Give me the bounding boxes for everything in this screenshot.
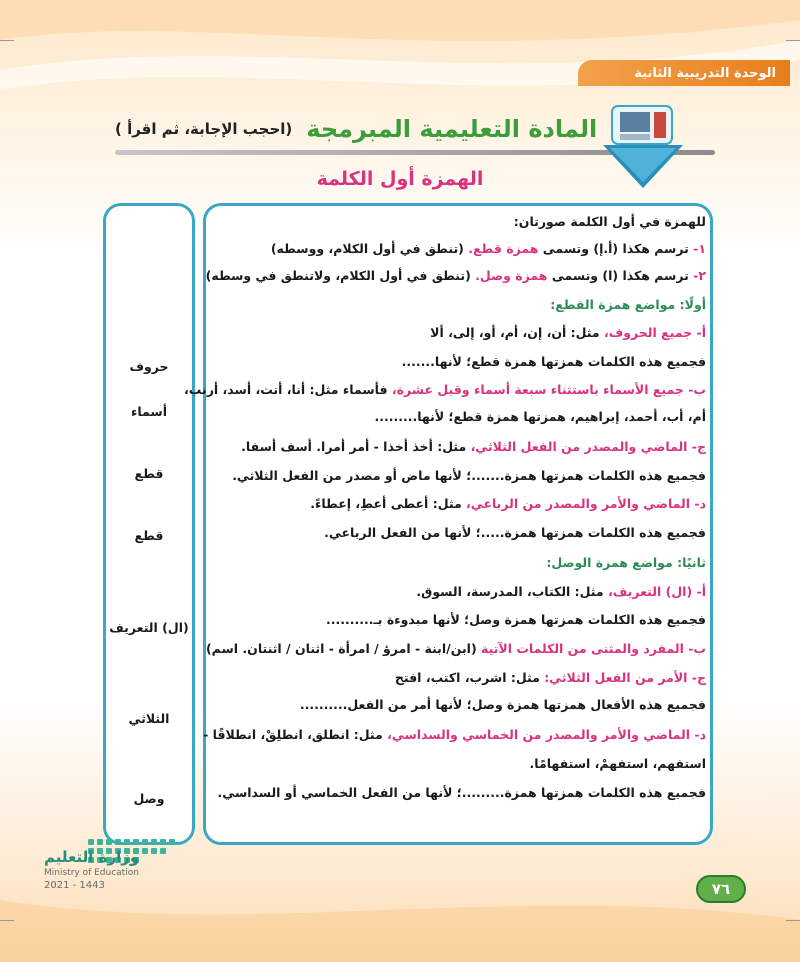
lesson-line-segment: ترسم هكذا (أ.إ) وتسمى <box>538 241 689 256</box>
answer-item: وصل <box>133 791 165 806</box>
lesson-line <box>116 612 706 627</box>
unit-banner: الوحدة التدريبية الثانية <box>578 60 790 86</box>
lesson-line-segment: ثانيًا: <box>672 555 706 570</box>
lesson-line-segment: د- الماضي والأمر والمصدر من الرباعي، <box>466 496 706 511</box>
lesson-line-segment: فجميع هذه الكلمات همزتها همزة.........؛ لأنها من الفعل الخماسي أو السداسي. <box>217 785 706 800</box>
crop-mark <box>0 920 14 921</box>
lesson-line <box>116 409 706 424</box>
lesson-line-segment: استفهم، استفهمْ، استفهامًا. <box>529 756 706 771</box>
lesson-line <box>116 241 706 256</box>
lesson-line-segment: (تنطق في أول الكلام، ولاتنطق في وسطه) <box>205 268 476 283</box>
crop-mark <box>0 40 14 41</box>
lesson-line-segment: ترسم هكذا (ا) وتسمى <box>547 268 689 283</box>
lesson-line-segment: فأسماء مثل: أنا، أنت، أسد، أرنب، <box>184 382 392 397</box>
title-row <box>115 108 715 150</box>
ministry-name-arabic: وزارة التعليم <box>44 848 140 866</box>
lesson-line-segment: مثل: أن، إن، أم، أو، إلى، ألا <box>430 325 604 340</box>
lesson-line-segment: مثل: الكتاب، المدرسة، السوق. <box>416 584 609 599</box>
ministry-name-english: Ministry of Education <box>44 868 139 878</box>
lesson-line <box>116 756 706 771</box>
title-instruction: (احجب الإجابة، ثم اقرأ ) <box>115 120 293 138</box>
lesson-line-segment: ب- جميع الأسماء باستثناء سبعة أسماء وقيل عشرة، <box>391 382 706 397</box>
lesson-line-segment: ٢- <box>688 268 706 283</box>
lesson-line-segment: أ- (ال) التعريف، <box>608 584 706 599</box>
lesson-line-segment: مثل: أعطى أعطِ، إعطاءً. <box>310 496 467 511</box>
lesson-line-segment: مثل: أخذ أخذا - أمر أمرا. أسف أسفا. <box>241 439 471 454</box>
lesson-line <box>116 584 706 599</box>
lesson-line-segment: مثل: اشرب، اكتب، افتح <box>394 670 545 685</box>
lesson-line-segment: ١- <box>688 241 706 256</box>
lesson-line-segment: ب- المفرد والمثنى من الكلمات الآتية <box>481 641 706 656</box>
lesson-line <box>116 214 706 229</box>
lesson-line <box>116 727 706 742</box>
answer-item: الثلاثي <box>128 711 170 726</box>
lesson-line-segment: للهمزة في أول الكلمة صورتان: <box>513 214 706 229</box>
lesson-line-segment: أولًا: <box>675 297 706 312</box>
page-number: ٧٦ <box>696 875 746 903</box>
lesson-line-segment: أ- جميع الحروف، <box>603 325 706 340</box>
lesson-line-segment: مواضع همزة الوصل: <box>546 555 673 570</box>
lesson-line-segment: مواضع همزة القطع: <box>550 297 676 312</box>
edition-year: 2021 - 1443 <box>44 880 105 891</box>
lesson-line-segment: (ابن/ابنة - امرؤ / امرأة - اثنان / اثنتان. اسم) <box>205 641 482 656</box>
answer-item: حروف <box>129 359 169 374</box>
lesson-line-segment: د- الماضي والأمر والمصدر من الخماسي والسداسي، <box>387 727 706 742</box>
answer-item: أسماء <box>130 404 168 419</box>
section-subtitle: الهمزة أول الكلمة <box>316 168 484 190</box>
lesson-line <box>116 354 706 369</box>
lesson-line-segment: ج- الأمر من الفعل الثلاثي: <box>544 670 706 685</box>
page-title: المادة التعليمية المبرمجة <box>306 115 598 143</box>
answer-item: قطع <box>134 466 164 481</box>
lesson-line <box>116 382 706 397</box>
lesson-line-segment: فجميع هذه الأفعال همزتها همزة وصل؛ لأنها أمر من الفعل.......... <box>299 697 706 712</box>
lesson-line-segment: فجميع هذه الكلمات همزتها همزة.....؛ لأنها من الفعل الرباعي. <box>324 525 706 540</box>
lesson-line-segment: فجميع هذه الكلمات همزتها همزة.......؛ لأنها ماض أو مصدر من الفعل الثلاثي. <box>232 468 706 483</box>
lesson-line-segment: أم، أب، أحمد، إبراهيم، همزتها همزة قطع؛ لأنها......... <box>374 409 706 424</box>
lesson-line <box>116 555 706 570</box>
lesson-line-segment: فجميع هذه الكلمات همزتها همزة وصل؛ لأنها مبدوءة بـ.......... <box>326 612 706 627</box>
lesson-line <box>116 297 706 312</box>
lesson-line <box>116 641 706 656</box>
crop-mark <box>786 920 800 921</box>
lesson-line-segment: فجميع هذه الكلمات همزتها همزة قطع؛ لأنها....... <box>401 354 706 369</box>
lesson-line-segment: همزة قطع. <box>468 241 539 256</box>
lesson-line-segment: (تنطق في أول الكلام، ووسطه) <box>270 241 469 256</box>
lesson-line <box>116 670 706 685</box>
lesson-line <box>116 496 706 511</box>
lesson-line <box>116 468 706 483</box>
lesson-line <box>116 439 706 454</box>
lesson-line <box>116 325 706 340</box>
lesson-line-segment: همزة وصل. <box>475 268 548 283</box>
lesson-line-segment: مثل: انطلق، انطلِقْ، انطلاقًا - <box>203 727 388 742</box>
lesson-line <box>116 525 706 540</box>
lesson-line <box>116 268 706 283</box>
lesson-line <box>116 785 706 800</box>
lesson-line <box>116 697 706 712</box>
answer-item: (ال) التعريف <box>109 620 189 635</box>
lesson-line-segment: ج- الماضي والمصدر من الفعل الثلاثي، <box>470 439 706 454</box>
answer-item: قطع <box>134 528 164 543</box>
crop-mark <box>786 40 800 41</box>
